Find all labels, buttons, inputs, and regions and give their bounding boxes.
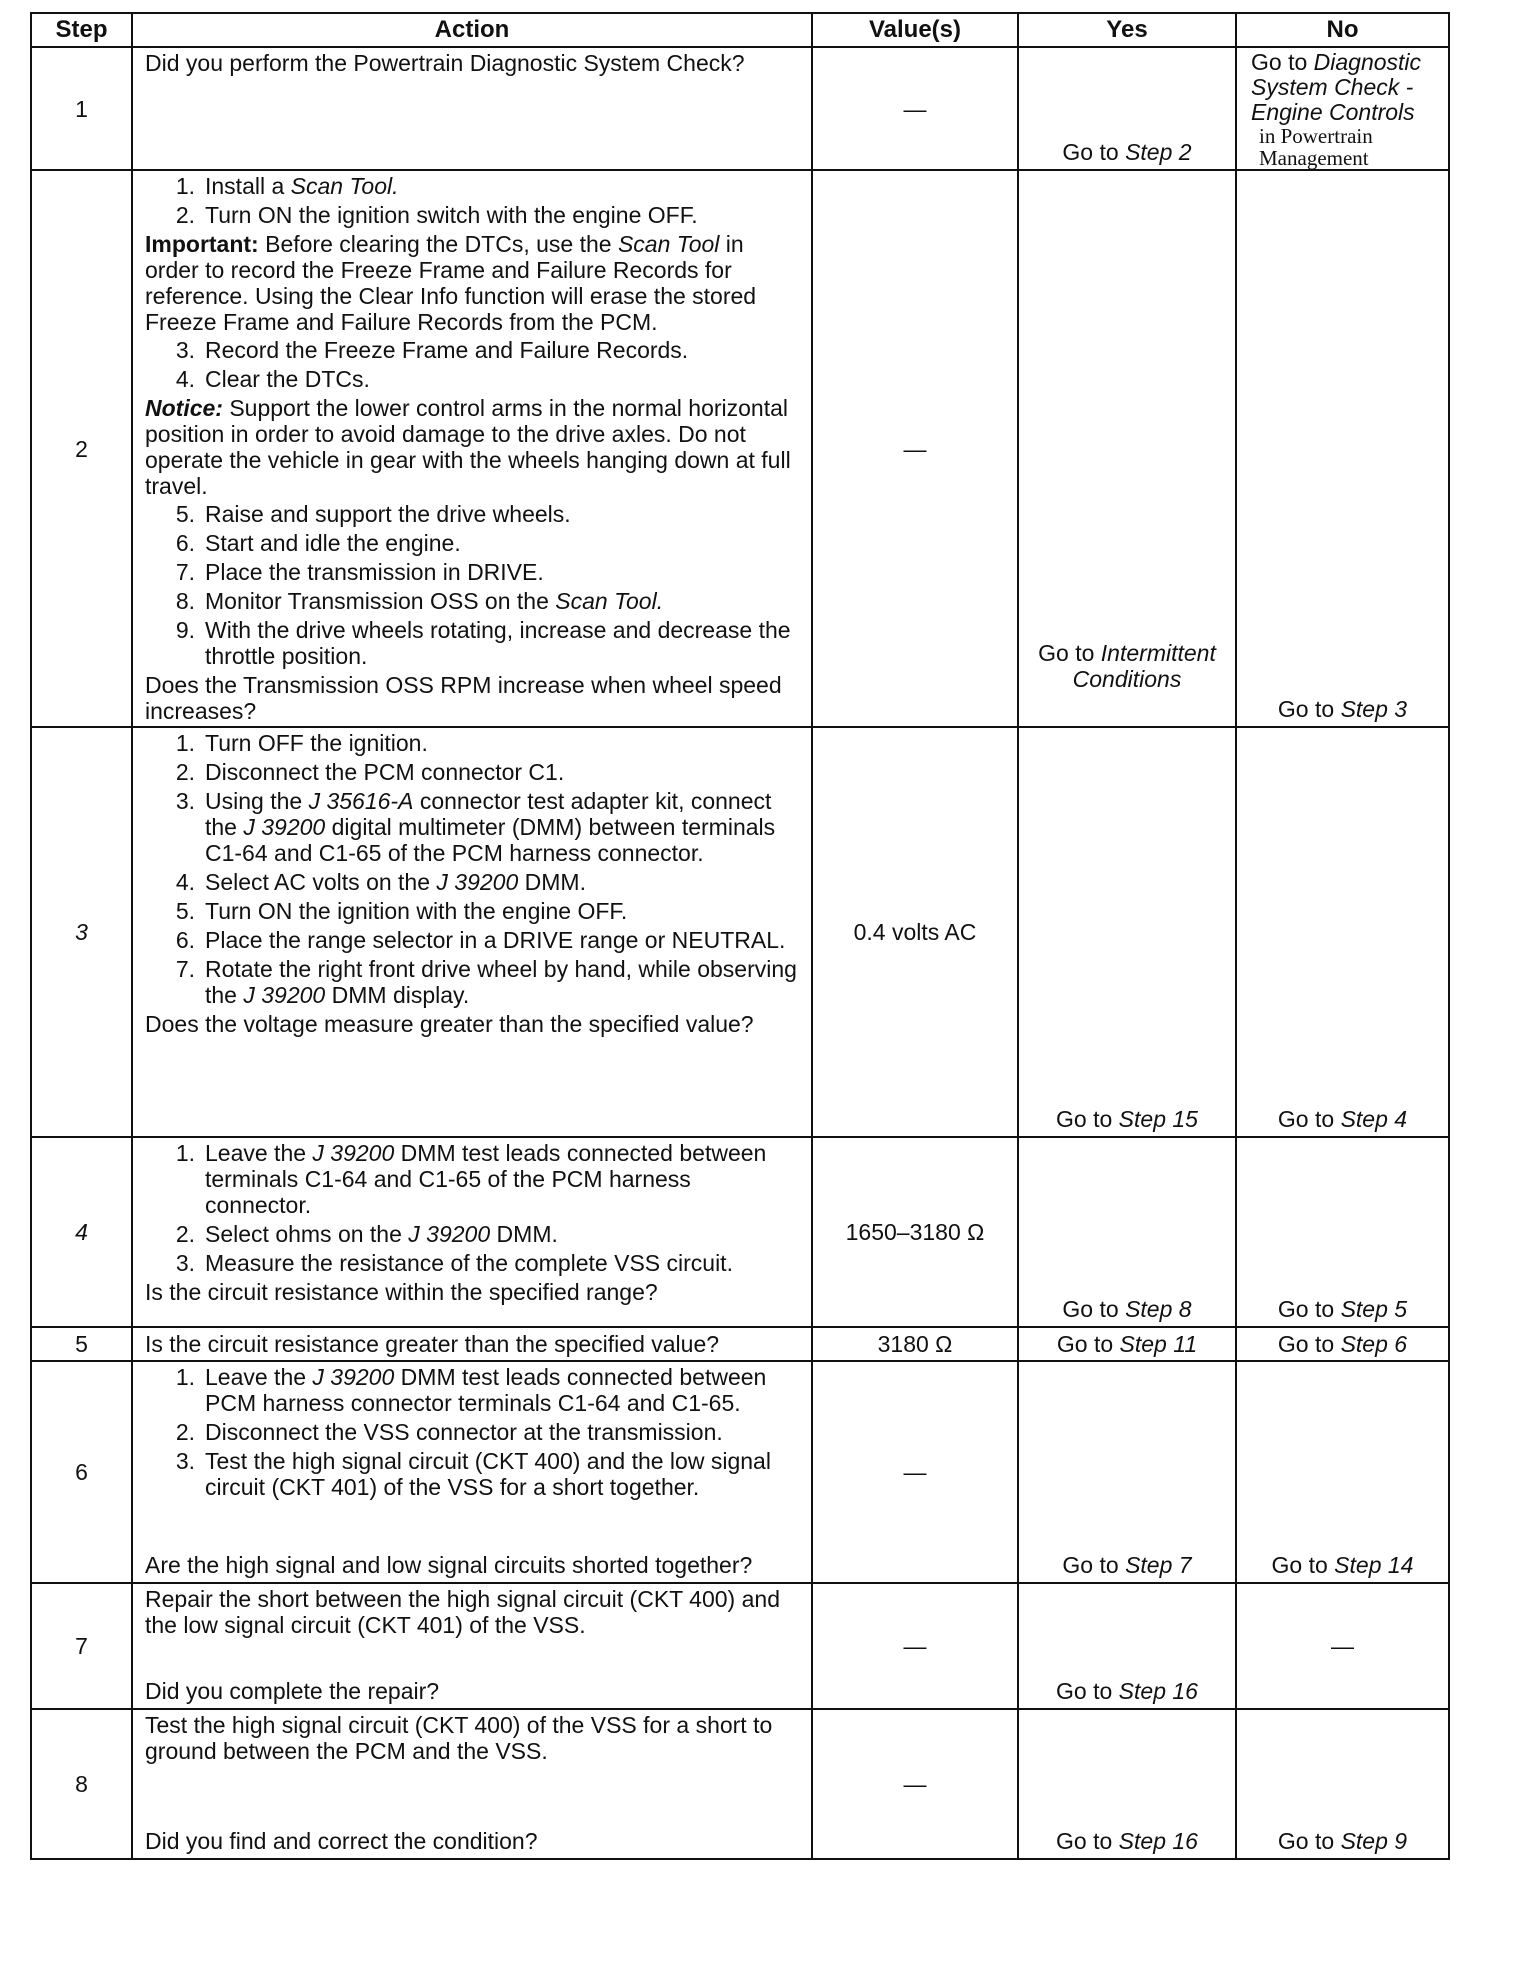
question-text: Did you perform the Powertrain Diagnostic System Check? xyxy=(145,50,745,76)
question-text: Did you find and correct the condition? xyxy=(145,1828,538,1854)
action-cell xyxy=(132,47,812,170)
step-number: 5 xyxy=(31,1327,132,1361)
step-number: 2 xyxy=(31,170,132,727)
procedure-link[interactable]: Intermittent xyxy=(1100,640,1216,666)
step-link[interactable]: Step 14 xyxy=(1334,1552,1414,1578)
value-cell: — xyxy=(812,47,1018,170)
step-number: 1 xyxy=(31,47,132,170)
step-number: 4 xyxy=(31,1137,132,1327)
header-values: Value(s) xyxy=(812,13,1018,47)
question-text: Is the circuit resistance within the specified range? xyxy=(145,1279,658,1305)
step-link[interactable]: Step 8 xyxy=(1125,1296,1192,1322)
step-link[interactable]: Step 16 xyxy=(1118,1678,1198,1704)
goto-text: Go to xyxy=(1056,1678,1113,1704)
list-item: 7. Rotate the right front drive wheel by hand, while observing the J 39200 DMM display. xyxy=(175,956,797,1008)
yes-cell xyxy=(1018,1361,1236,1583)
no-cell xyxy=(1236,170,1449,727)
list-item: 5. Raise and support the drive wheels. xyxy=(175,501,571,527)
list-item: 6. Start and idle the engine. xyxy=(175,530,461,556)
value-cell: — xyxy=(812,1361,1018,1583)
step-link[interactable]: Step 3 xyxy=(1340,696,1408,722)
action-cell xyxy=(132,727,812,1137)
no-cell xyxy=(1236,47,1449,170)
step-number: 8 xyxy=(31,1709,132,1859)
action-cell xyxy=(132,1327,812,1361)
list-item: 5. Turn ON the ignition with the engine OFF. xyxy=(175,898,628,924)
goto-text: Go to xyxy=(1062,1296,1119,1322)
question-text: Did you complete the repair? xyxy=(145,1678,440,1704)
important-note: Important: Before clearing the DTCs, use the Scan Tool in order to record the Freeze Frame and Failure Records for reference. Using the Clear Info function will erase the stored Freeze Frame and Failure Records from the PCM. xyxy=(145,231,757,335)
yes-cell xyxy=(1018,1709,1236,1859)
goto-text: Go to xyxy=(1277,1828,1335,1854)
goto-text: Go to xyxy=(1038,640,1095,666)
goto-text: Go to xyxy=(1277,1296,1335,1322)
value-cell: — xyxy=(812,1709,1018,1859)
no-cell xyxy=(1236,1327,1449,1361)
header-action: Action xyxy=(132,13,812,47)
header-row xyxy=(31,13,1449,47)
header-yes: Yes xyxy=(1018,13,1236,47)
table-row xyxy=(31,1327,1449,1361)
list-item: 9. With the drive wheels rotating, increase and decrease the throttle position. xyxy=(175,617,791,669)
list-item: 4. Select AC volts on the J 39200 DMM. xyxy=(175,869,586,895)
goto-text: Go to xyxy=(1056,1106,1113,1132)
step-link[interactable]: Step 9 xyxy=(1340,1828,1408,1854)
yes-cell xyxy=(1018,47,1236,170)
header-step: Step xyxy=(31,13,132,47)
list-item: 1. Turn OFF the ignition. xyxy=(175,730,428,756)
header-no: No xyxy=(1236,13,1449,47)
goto-text: Go to xyxy=(1277,1106,1335,1132)
step-link[interactable]: Step 4 xyxy=(1340,1106,1408,1132)
goto-text: Go to xyxy=(1056,1331,1114,1357)
yes-cell xyxy=(1018,1583,1236,1709)
table-row xyxy=(31,47,1449,170)
step-link[interactable]: Step 11 xyxy=(1119,1331,1198,1357)
list-item: 3. Record the Freeze Frame and Failure Records. xyxy=(175,337,689,363)
goto-text: Go to xyxy=(1056,1828,1113,1854)
table-row xyxy=(31,1583,1449,1709)
list-item: 3. Test the high signal circuit (CKT 400) and the low signal circuit (CKT 401) of the VSS for a short together. xyxy=(175,1448,771,1500)
no-cell xyxy=(1236,1583,1449,1709)
reference-note: in Powertrain Management xyxy=(1259,124,1373,170)
action-cell xyxy=(132,1709,812,1859)
value-cell: 3180 Ω xyxy=(812,1327,1018,1361)
action-cell xyxy=(132,1137,812,1327)
step-link[interactable]: Step 5 xyxy=(1340,1296,1408,1322)
table-row xyxy=(31,727,1449,1137)
question-text: Does the Transmission OSS RPM increase when wheel speed increases? xyxy=(145,672,782,724)
procedure-link[interactable]: Conditions xyxy=(1072,666,1182,692)
action-cell xyxy=(132,1361,812,1583)
list-item: 3. Using the J 35616-A connector test adapter kit, connect the J 39200 digital multimeter (DMM) between terminals C1-64 and C1-65 of the PCM harness connector. xyxy=(175,788,776,866)
table-row xyxy=(31,170,1449,727)
action-cell xyxy=(132,170,812,727)
list-item: 2. Select ohms on the J 39200 DMM. xyxy=(175,1221,558,1247)
goto-text: Go to xyxy=(1271,1552,1328,1578)
step-link[interactable]: Step 2 xyxy=(1125,139,1192,165)
no-cell xyxy=(1236,1361,1449,1583)
value-cell: 1650–3180 Ω xyxy=(812,1137,1018,1327)
step-number: 7 xyxy=(31,1583,132,1709)
list-item: 8. Monitor Transmission OSS on the Scan Tool. xyxy=(175,588,664,614)
list-item: 4. Clear the DTCs. xyxy=(175,366,370,392)
notice-note: Notice: Support the lower control arms in the normal horizontal position in order to avoid damage to the drive axles. Do not operate the vehicle in gear with the wheels hanging down at full travel. xyxy=(145,395,791,499)
no-cell xyxy=(1236,1709,1449,1859)
table-row xyxy=(31,1709,1449,1859)
goto-text: Go to xyxy=(1277,696,1335,722)
value-cell: 0.4 volts AC xyxy=(812,727,1018,1137)
step-link[interactable]: Step 6 xyxy=(1340,1331,1408,1357)
diagnostic-table xyxy=(30,12,1450,1860)
yes-cell xyxy=(1018,170,1236,727)
list-item: 1. Leave the J 39200 DMM test leads connected between terminals C1-64 and C1-65 of the PCM harness connector. xyxy=(175,1140,767,1218)
table-row xyxy=(31,1361,1449,1583)
question-text: Does the voltage measure greater than the specified value? xyxy=(145,1011,754,1037)
no-cell xyxy=(1236,727,1449,1137)
table-row xyxy=(31,1137,1449,1327)
step-link[interactable]: Step 7 xyxy=(1125,1552,1192,1578)
yes-cell xyxy=(1018,1137,1236,1327)
list-item: 1. Leave the J 39200 DMM test leads connected between PCM harness connector terminals C1-64 and C1-65. xyxy=(175,1364,767,1416)
goto-text: Go to xyxy=(1277,1331,1335,1357)
instruction-text: Test the high signal circuit (CKT 400) of the VSS for a short to ground between the PCM and the VSS. xyxy=(145,1712,773,1764)
question-text: Are the high signal and low signal circuits shorted together? xyxy=(145,1552,753,1578)
list-item: 2. Disconnect the PCM connector C1. xyxy=(175,759,565,785)
value-cell: — xyxy=(812,170,1018,727)
list-item: 2. Turn ON the ignition switch with the engine OFF. xyxy=(175,202,698,228)
step-link[interactable]: Step 15 xyxy=(1118,1106,1198,1132)
list-item: 7. Place the transmission in DRIVE. xyxy=(175,559,544,585)
yes-cell xyxy=(1018,727,1236,1137)
list-item: 2. Disconnect the VSS connector at the transmission. xyxy=(175,1419,723,1445)
step-number: 6 xyxy=(31,1361,132,1583)
no-cell xyxy=(1236,1137,1449,1327)
no-value: — xyxy=(1331,1633,1354,1659)
list-item: 6. Place the range selector in a DRIVE range or NEUTRAL. xyxy=(175,927,786,953)
procedure-link[interactable]: Diagnostic System Check - Engine Controls xyxy=(1251,49,1422,125)
goto-text: Go to xyxy=(1062,1552,1119,1578)
step-link[interactable]: Step 16 xyxy=(1118,1828,1198,1854)
question-text: Is the circuit resistance greater than the specified value? xyxy=(145,1331,720,1357)
value-cell: — xyxy=(812,1583,1018,1709)
goto-text: Go to xyxy=(1251,49,1308,75)
list-item: 3. Measure the resistance of the complete VSS circuit. xyxy=(175,1250,733,1276)
yes-cell xyxy=(1018,1327,1236,1361)
instruction-text: Repair the short between the high signal circuit (CKT 400) and the low signal circuit (CKT 401) of the VSS. xyxy=(145,1586,780,1638)
action-cell xyxy=(132,1583,812,1709)
list-item: 1. Install a Scan Tool. xyxy=(175,173,399,199)
step-number: 3 xyxy=(31,727,132,1137)
goto-text: Go to xyxy=(1062,139,1119,165)
